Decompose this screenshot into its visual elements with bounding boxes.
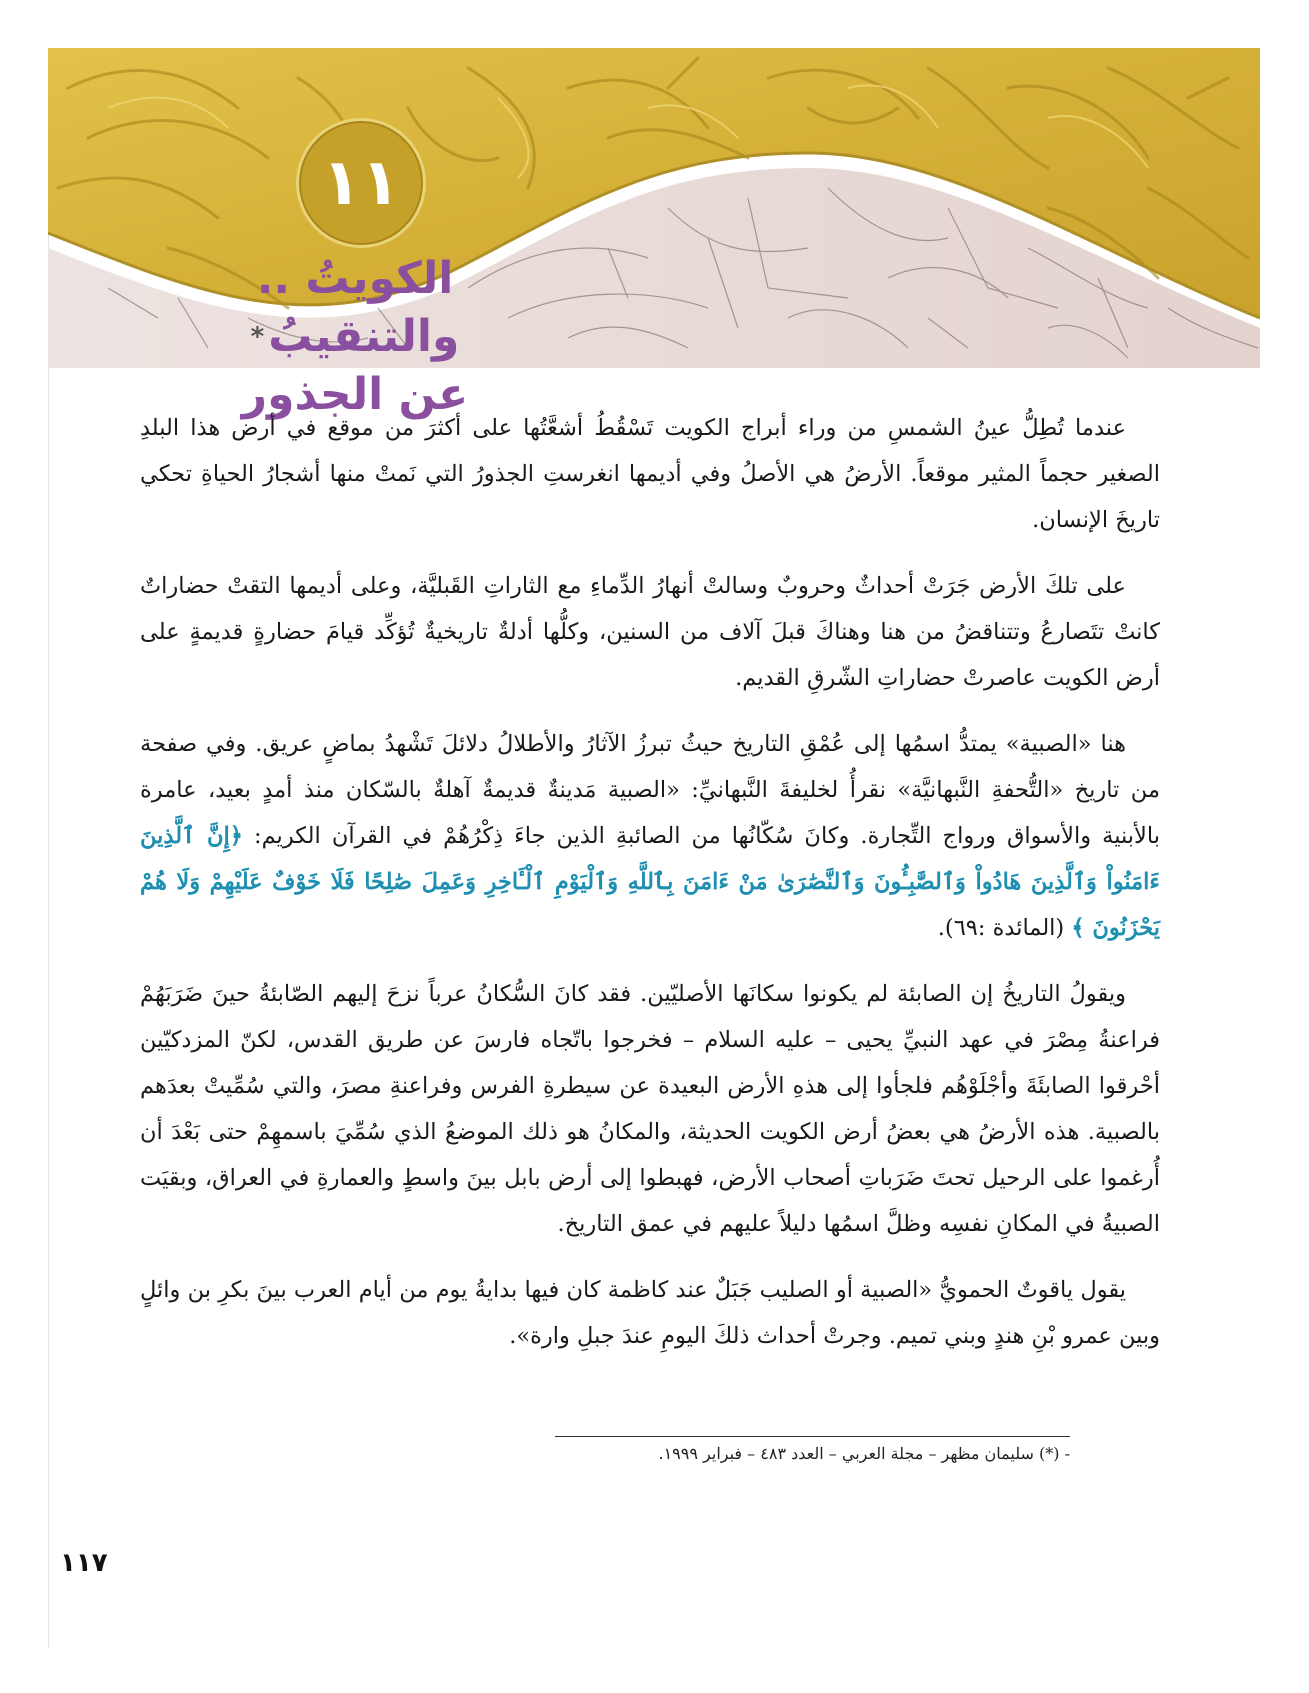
paragraph-4: ويقولُ التاريخُ إن الصابئة لم يكونوا سكانَها الأصليّين. فقد كانَ السُّكانُ عرباً نزحَ إليهم الصّابئةُ حينَ ضَرَبَهُمْ فراعنةُ مِصْرَ في عهد النبيِّ يحيى – عليه السلام – فخرجوا باتّجاه فارسَ عن طريق القدس، لكنّ المزدكيّين أحْرقوا الصابئَةَ وأجْلَوْهُم فلجأوا إلى هذهِ الأرض البعيدة عن سيطرةِ الفرس وفراعنةِ مصرَ، والتي سُمِّيتْ بعدَهم بالصبية. هذه الأرضُ هي بعضُ أرض الكويت الحديثة، والمكانُ هو ذلك الموضعُ الذي سُمِّيَ باسمهِمْ حتى بَعْدَ أن أُرغموا على الرحيل تحتَ ضَرَباتِ أصحاب الأرض، فهبطوا إلى أرض بابل بينَ واسطٍ والعمارةِ في العراق، وبقيَت الصبيةُ في المكانِ نفسِه وظلَّ اسمُها دليلاً عليهم في عمق التاريخ. — [140, 981, 1160, 1237]
verse-citation: (المائدة :٦٩). — [937, 915, 1065, 941]
footnote-divider — [555, 1436, 1070, 1437]
article-body — [140, 405, 1160, 1379]
paragraph-3-text: هنا «الصبية» يمتدُّ اسمُها إلى عُمْقِ التاريخ حيثُ تبرزُ الآثارُ والأطلالُ دلائلَ تَشْهدُ بماضٍ عريق. وفي صفحة من تاريخ «التُّحفةِ النَّبهانيَّة» نقرأُ لخليفةَ النَّبهانيِّ: «الصبية مَدينةٌ قديمةٌ آهلةٌ بالسّكان منذ أمدٍ بعيد، عامرة بالأبنية والأسواق ورواج التِّجارة. وكانَ سُكّانُها من الصائبةِ الذين جاءَ ذِكْرُهُمْ في القرآن الكريم: — [140, 731, 1161, 849]
paragraph-5: يقول ياقوتٌ الحمويُّ «الصبية أو الصليب جَبَلٌ عند كاظمة كان فيها بدايةُ يوم من أيام العرب بينَ بكرِ بن وائلٍ وبين عمرو بْنِ هندٍ وبني تميم. وجرتْ أحداث ذلكَ اليومِ عندَ جبلِ وارة». — [140, 1277, 1160, 1349]
title-footnote-marker: * — [250, 322, 265, 352]
chapter-number: ١١ — [321, 146, 401, 220]
page-number: ١١٧ — [60, 1548, 108, 1578]
chapter-number-badge — [296, 118, 426, 248]
footnote: - (*) سليمان مظهر – مجلة العربي – العدد ٤٨٣ – فبراير ١٩٩٩. — [658, 1444, 1070, 1463]
paragraph-2: على تلكَ الأرض جَرَتْ أحداثٌ وحروبٌ وسالتْ أنهارُ الدِّماءِ مع الثاراتِ القَبليَّة، وعلى أديمها التقتْ حضاراتٌ كانتْ تتَصارعُ وتتناقضُ من هنا وهناكَ قبلَ آلاف من السنين، وكلُّها أدلةٌ تاريخيةٌ تُؤكِّد قيامَ حضارةٍ قديمةٍ على أرض الكويت عاصرتْ حضاراتِ الشّرقِ القديم. — [140, 573, 1160, 691]
title-line-1-text: الكويتُ .. والتنقيبُ — [256, 253, 460, 362]
paragraph-3 — [140, 721, 1160, 951]
quran-verse: ﴿إِنَّ ٱلَّذِينَ ءَامَنُواْ وَٱلَّذِينَ هَادُواْ وَٱلصَّٰبِـُٔونَ وَٱلنَّصَٰرَىٰ مَنْ ءَامَنَ بِٱللَّهِ وَٱلْيَوْمِ ٱلْـَٔاخِرِ وَعَمِلَ صَٰلِحًا فَلَا خَوْفٌ عَلَيْهِمْ وَلَا هُمْ يَحْزَنُونَ ﴾ — [140, 823, 1160, 941]
title-line-1 — [150, 250, 560, 366]
title-line-2: عن الجذور — [241, 369, 469, 420]
paragraph-1: عندما تُطِلُّ عينُ الشمسِ من وراء أبراج الكويت تَسْقُطُ أشعَّتُها على أكثرَ من موقع في أرض هذا البلدِ الصغير حجماً المثير موقعاً. الأرضُ هي الأصلُ وفي أديمها انغرستِ الجذورُ التي نَمتْ منها أشجارُ الحياةِ تحكي تاريخَ الإنسان. — [140, 415, 1160, 533]
chapter-title — [150, 250, 560, 424]
